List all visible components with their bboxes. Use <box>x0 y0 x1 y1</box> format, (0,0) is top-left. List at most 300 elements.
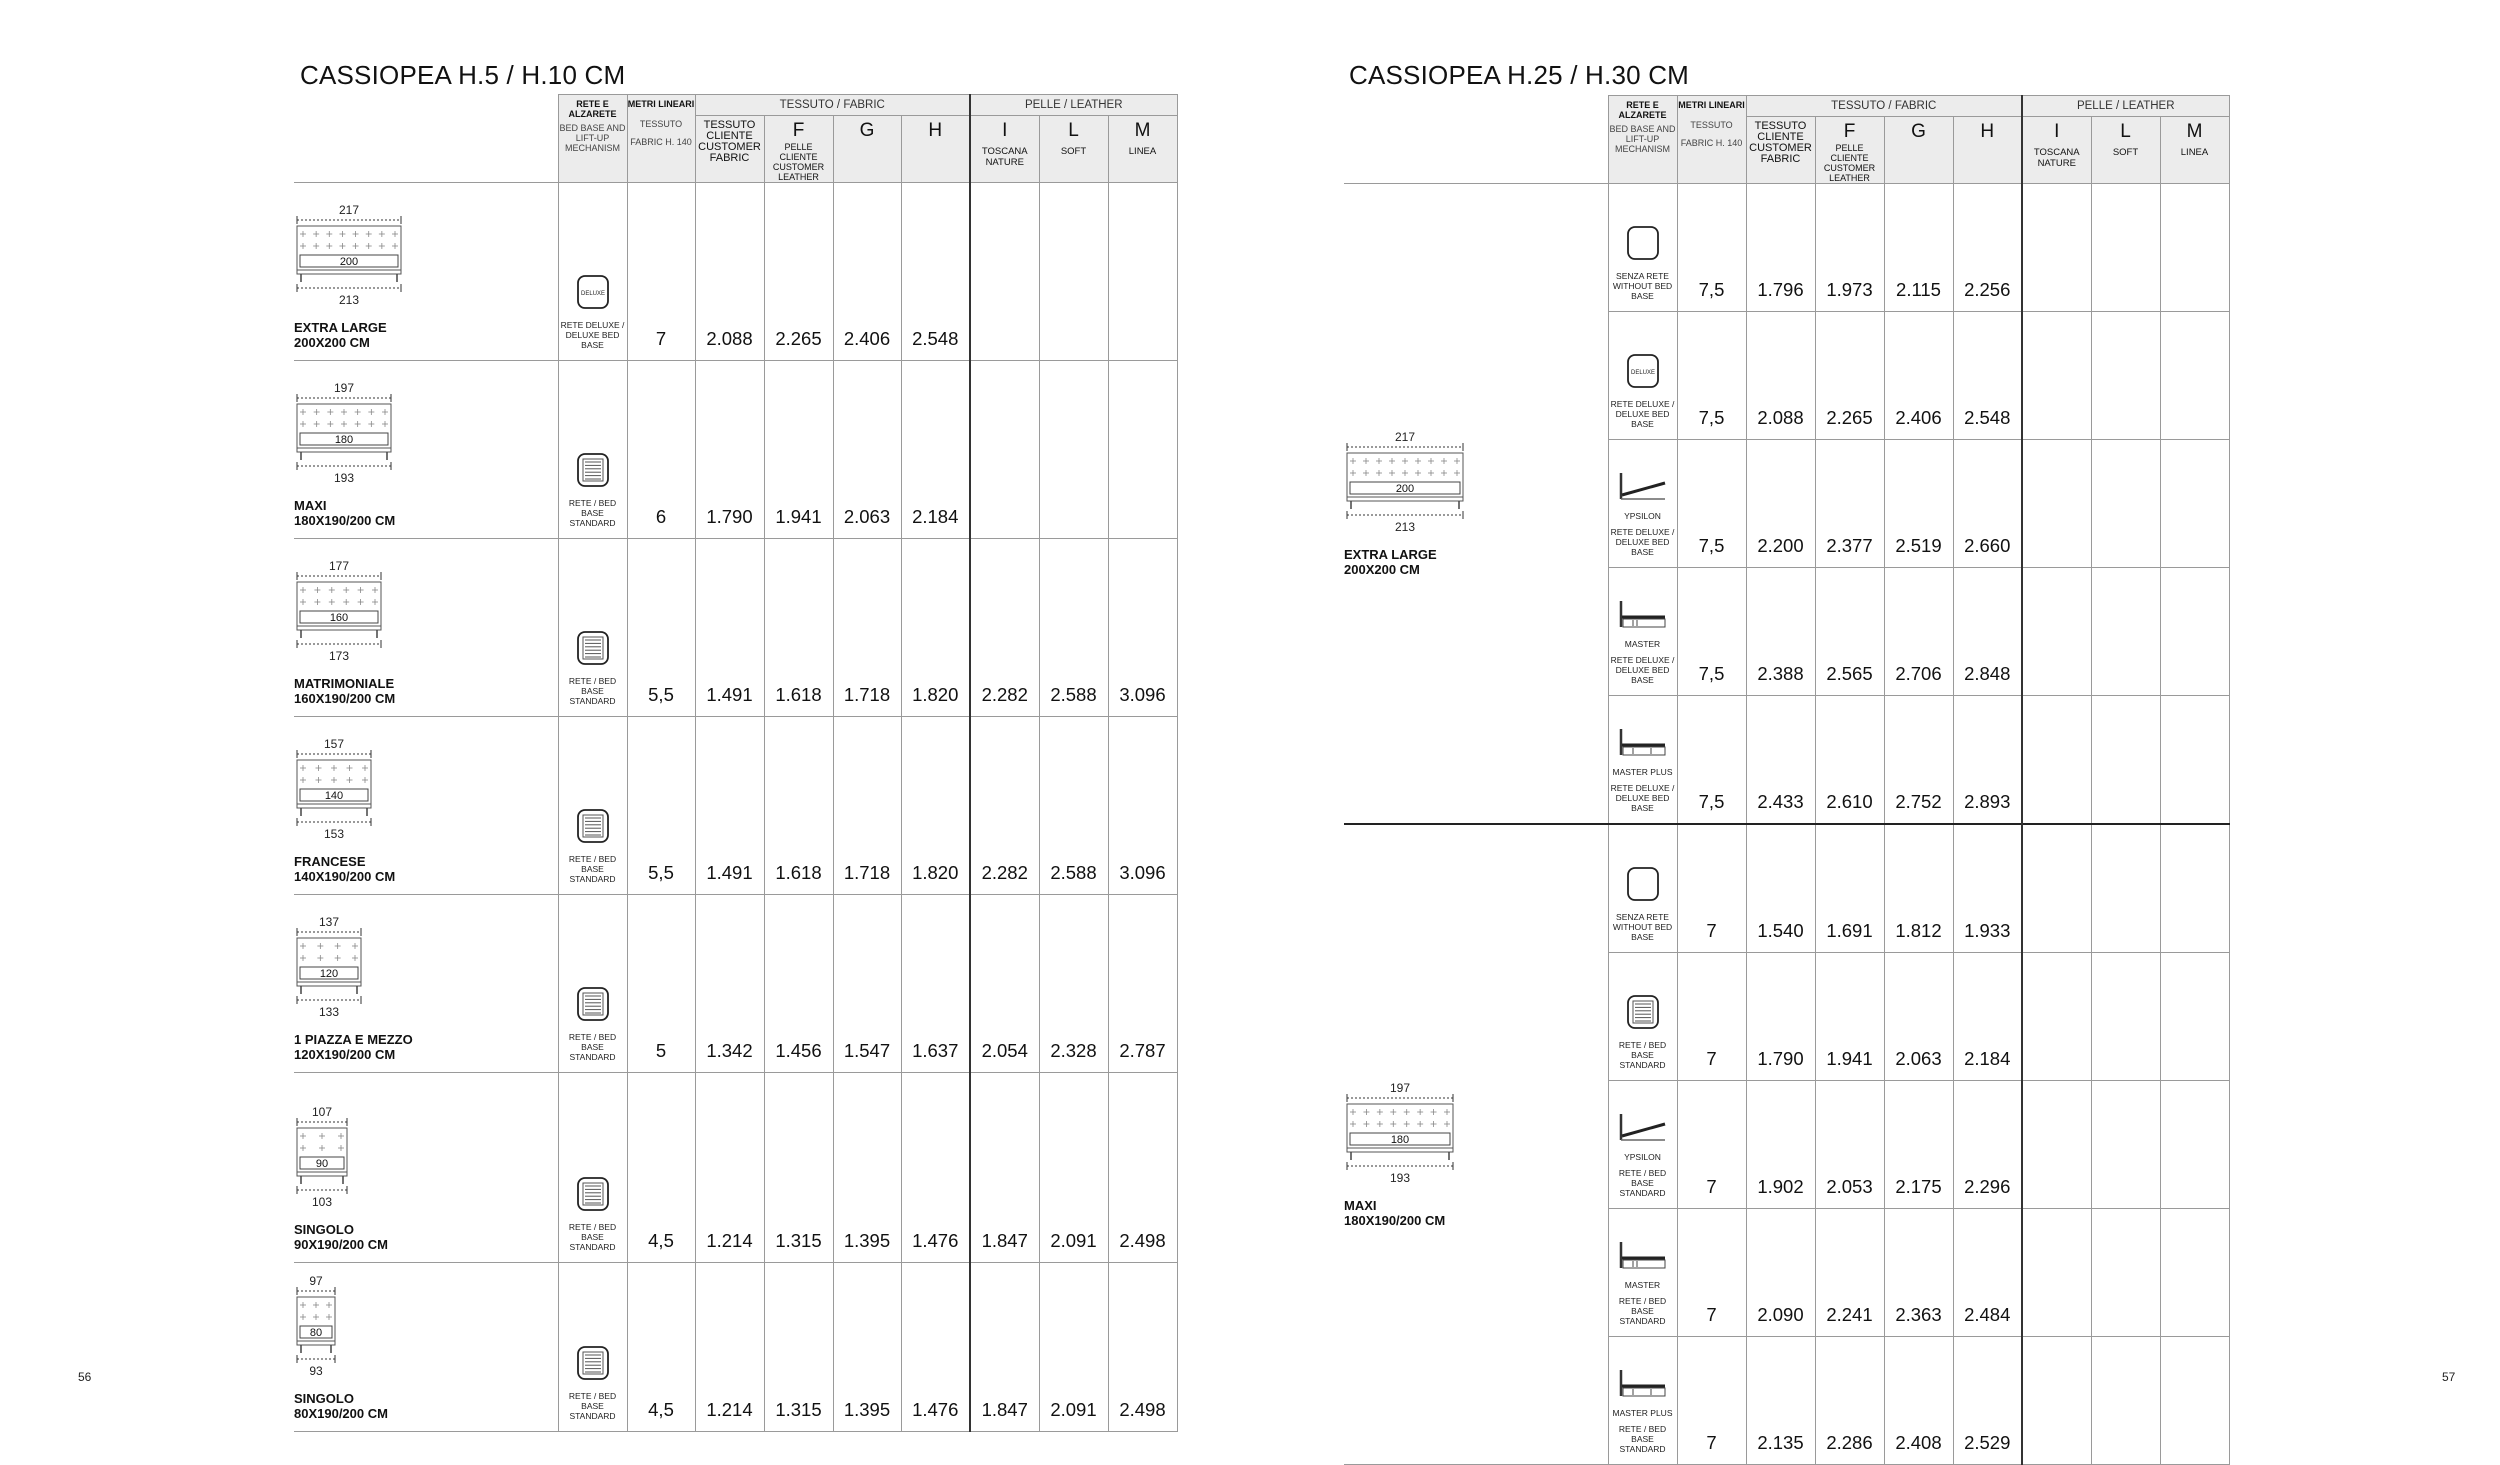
mechanism-label: RETE DELUXE / DELUXE BED BASE <box>1610 399 1675 429</box>
metri-lineari-value: 4,5 <box>648 1399 674 1420</box>
mechanism-title: YPSILON <box>1624 511 1661 521</box>
price-h-value: 1.476 <box>912 1399 959 1420</box>
price-g-value: 1.718 <box>843 684 891 705</box>
header-mechanism <box>558 95 627 183</box>
bed-plan-diagram <box>294 738 374 848</box>
price-f-value: 2.377 <box>1826 535 1873 556</box>
header-metri-bold: METRI LINEARI <box>1678 100 1745 110</box>
price-l <box>1039 717 1108 895</box>
header-cliente <box>1746 117 1815 184</box>
price-f-value: 2.565 <box>1826 663 1873 684</box>
dim-depth-label: 133 <box>318 1005 340 1019</box>
price-h-value: 1.637 <box>912 1040 959 1061</box>
header-cliente <box>695 116 764 183</box>
dim-mattress-label: 80 <box>309 1327 323 1339</box>
page-number-right: 57 <box>2442 1370 2456 1384</box>
price-h <box>1953 568 2022 696</box>
dim-width-label: 197 <box>333 382 355 395</box>
price-h <box>1953 824 2022 953</box>
metri-lineari <box>1677 568 1746 696</box>
price-m-value: 2.787 <box>1119 1040 1166 1061</box>
price-f-value: 1.973 <box>1826 279 1873 300</box>
page-number-left: 56 <box>78 1370 92 1384</box>
mechanism-cell <box>558 361 627 539</box>
price-f <box>1815 824 1884 953</box>
price-m <box>2160 953 2229 1081</box>
mechanism-label: RETE / BED BASE STANDARD <box>1618 1424 1667 1454</box>
product-name: SINGOLO <box>294 1222 354 1237</box>
price-f <box>764 717 833 895</box>
price-m-value: 3.096 <box>1119 684 1166 705</box>
mechanism-label: RETE / BED BASE STANDARD <box>568 1391 617 1421</box>
metri-lineari-value: 7 <box>1706 1304 1717 1325</box>
header-f-sub: PELLE CLIENTE CUSTOMER LEATHER <box>772 142 825 182</box>
mechanism-cell <box>1608 1337 1677 1465</box>
price-h <box>901 539 970 717</box>
deluxe-icon-label: DELUXE <box>1630 370 1655 376</box>
product-cell <box>294 539 558 717</box>
metri-lineari <box>1677 1209 1746 1337</box>
price-g <box>1884 1337 1953 1465</box>
metri-lineari-value: 7,5 <box>1698 535 1725 556</box>
product-cell <box>1344 184 1608 825</box>
product-cell <box>294 717 558 895</box>
header-m-letter: M <box>2186 121 2203 142</box>
dim-depth-label: 193 <box>333 471 355 485</box>
header-i <box>2022 117 2091 184</box>
metri-lineari-value: 5 <box>655 1040 667 1061</box>
price-i <box>2022 696 2091 825</box>
price-cliente <box>1746 312 1815 440</box>
dim-mattress-label: 120 <box>319 968 339 980</box>
price-cliente-value: 2.200 <box>1757 535 1804 556</box>
product-size: 200X200 CM <box>1344 561 1420 577</box>
price-i-value: 2.282 <box>981 684 1028 705</box>
metri-lineari-value: 7,5 <box>1698 791 1725 812</box>
price-cliente-value: 1.214 <box>706 1230 753 1251</box>
price-g-value: 1.395 <box>843 1399 891 1420</box>
metri-lineari <box>1677 1081 1746 1209</box>
price-cliente-value: 2.088 <box>1757 407 1804 428</box>
header-metri-bold: METRI LINEARI <box>627 99 695 109</box>
price-l <box>1039 1263 1108 1432</box>
price-f-value: 2.610 <box>1826 791 1873 812</box>
price-m <box>2160 312 2229 440</box>
price-l <box>1039 1073 1108 1263</box>
price-cliente <box>1746 184 1815 312</box>
price-f-value: 1.691 <box>1826 920 1873 941</box>
header-l <box>2091 117 2160 184</box>
price-f <box>764 183 833 361</box>
price-cliente-value: 2.088 <box>706 328 753 349</box>
price-m <box>2160 1337 2229 1465</box>
price-i <box>970 361 1039 539</box>
price-l <box>2091 312 2160 440</box>
price-i <box>2022 312 2091 440</box>
bed-plan-diagram <box>294 560 384 670</box>
header-metri-sub1: TESSUTO <box>639 119 683 129</box>
price-f-value: 1.315 <box>775 1230 822 1251</box>
header-cliente-label: TESSUTO CLIENTE CUSTOMER FABRIC <box>698 119 761 164</box>
mechanism-title: MASTER PLUS <box>1612 1408 1673 1418</box>
dim-depth-label: 193 <box>1389 1170 1411 1185</box>
header-mechanism <box>1608 96 1677 184</box>
product-name: MAXI <box>294 498 327 513</box>
price-g-value: 2.115 <box>1896 279 1941 300</box>
product-size: 90X190/200 CM <box>294 1237 388 1252</box>
price-cliente <box>1746 953 1815 1081</box>
price-i-value: 1.847 <box>981 1399 1028 1420</box>
price-cliente <box>1746 824 1815 953</box>
header-l-sub: SOFT <box>2112 147 2139 158</box>
price-i-value: 1.847 <box>981 1230 1028 1251</box>
price-i <box>970 717 1039 895</box>
product-cell <box>1344 824 1608 1465</box>
dim-width-label: 217 <box>338 204 360 217</box>
header-pelle-section: PELLE / LEATHER <box>970 95 1177 116</box>
mechanism-label: SENZA RETE WITHOUT BED BASE <box>1612 271 1673 301</box>
mechanism-label: RETE / BED BASE STANDARD <box>1618 1040 1667 1070</box>
metri-lineari <box>1677 953 1746 1081</box>
mechanism-cell <box>1608 568 1677 696</box>
price-h-value: 2.660 <box>1964 535 2011 556</box>
table-row <box>294 361 1177 539</box>
price-m <box>1108 717 1177 895</box>
price-f-value: 1.618 <box>775 862 822 883</box>
price-i <box>2022 568 2091 696</box>
price-h <box>901 895 970 1073</box>
header-mechanism-sub: BED BASE AND LIFT-UP MECHANISM <box>1609 124 1676 154</box>
price-g-value: 2.408 <box>1895 1432 1942 1453</box>
price-m-value: 2.498 <box>1119 1230 1166 1251</box>
master-icon <box>1615 593 1671 633</box>
price-cliente <box>1746 568 1815 696</box>
mechanism-title: MASTER <box>1624 639 1661 649</box>
price-l <box>1039 539 1108 717</box>
mechanism-title: YPSILON <box>1624 1152 1661 1162</box>
price-h <box>1953 1209 2022 1337</box>
header-f-sub: PELLE CLIENTE CUSTOMER LEATHER <box>1823 143 1876 183</box>
product-name: 1 PIAZZA E MEZZO <box>294 1032 413 1047</box>
price-g-value: 2.063 <box>1895 1048 1942 1069</box>
price-g <box>1884 312 1953 440</box>
price-cliente-value: 1.342 <box>706 1040 753 1061</box>
price-cliente-value: 1.491 <box>706 862 753 883</box>
price-g-value: 2.363 <box>1895 1304 1942 1325</box>
bed-plan-diagram <box>1344 1082 1456 1192</box>
product-name: EXTRA LARGE <box>1344 546 1437 562</box>
deluxe-icon <box>1615 353 1671 393</box>
product-cell <box>294 895 558 1073</box>
price-h <box>1953 1081 2022 1209</box>
metri-lineari-value: 7,5 <box>1698 279 1725 300</box>
price-cliente <box>695 895 764 1073</box>
dim-mattress-label: 200 <box>1395 482 1415 495</box>
mechanism-cell <box>1608 440 1677 568</box>
price-i <box>2022 953 2091 1081</box>
price-h-value: 1.476 <box>912 1230 959 1251</box>
price-l <box>2091 1081 2160 1209</box>
price-f <box>1815 184 1884 312</box>
mechanism-label: RETE / BED BASE STANDARD <box>1618 1296 1667 1326</box>
metri-lineari <box>1677 824 1746 953</box>
metri-lineari <box>627 1073 695 1263</box>
dim-width-label: 157 <box>323 738 345 751</box>
price-cliente-value: 1.491 <box>706 684 753 705</box>
header-f-letter: F <box>1843 121 1856 142</box>
price-g <box>833 1263 901 1432</box>
price-cliente-value: 1.540 <box>1757 920 1804 941</box>
price-cliente <box>695 183 764 361</box>
price-g-value: 2.063 <box>843 506 891 527</box>
metri-lineari-value: 6 <box>655 506 667 527</box>
header-m-letter: M <box>1134 120 1151 141</box>
metri-lineari <box>627 1263 695 1432</box>
price-f-value: 2.265 <box>775 328 822 349</box>
ypsilon-icon <box>1615 465 1671 505</box>
price-m <box>2160 440 2229 568</box>
metri-lineari-value: 7 <box>655 328 667 349</box>
product-name: MAXI <box>1344 1197 1377 1213</box>
dim-width-label: 137 <box>318 916 340 929</box>
metri-lineari-value: 7 <box>1706 1176 1717 1197</box>
header-tessuto-section: TESSUTO / FABRIC <box>695 95 970 116</box>
mechanism-cell <box>558 183 627 361</box>
product-size: 160X190/200 CM <box>294 691 396 706</box>
bed-plan-diagram <box>1344 431 1466 541</box>
header-i <box>970 116 1039 183</box>
price-m <box>2160 1081 2229 1209</box>
metri-lineari-value: 7 <box>1706 920 1717 941</box>
price-g <box>833 539 901 717</box>
product-size: 140X190/200 CM <box>294 869 396 884</box>
price-l <box>1039 361 1108 539</box>
price-i <box>2022 1081 2091 1209</box>
price-f-value: 1.941 <box>1826 1048 1873 1069</box>
product-cell <box>294 183 558 361</box>
deluxe-icon <box>565 274 621 314</box>
price-h-value: 1.820 <box>912 684 959 705</box>
product-cell <box>294 1263 558 1432</box>
mechanism-label: SENZA RETE WITHOUT BED BASE <box>1612 912 1673 942</box>
table-row <box>294 1073 1177 1263</box>
price-m <box>1108 183 1177 361</box>
dim-depth-label: 213 <box>1394 519 1416 534</box>
dim-depth-label: 93 <box>309 1364 323 1378</box>
mechanism-cell <box>1608 953 1677 1081</box>
price-f <box>1815 1081 1884 1209</box>
mechanism-label: RETE DELUXE / DELUXE BED BASE <box>1610 655 1675 685</box>
price-cliente-value: 1.790 <box>1757 1048 1804 1069</box>
price-i <box>2022 184 2091 312</box>
price-g-value: 1.812 <box>1895 920 1942 941</box>
price-h-value: 2.184 <box>912 506 959 527</box>
price-h-value: 2.256 <box>1964 279 2011 300</box>
header-m-sub: LINEA <box>2180 147 2209 158</box>
dim-depth-label: 213 <box>338 293 360 307</box>
price-m <box>2160 1209 2229 1337</box>
price-cliente <box>1746 1081 1815 1209</box>
price-g-value: 1.718 <box>843 862 891 883</box>
header-g-letter: G <box>859 120 875 141</box>
price-h-value: 2.296 <box>1964 1176 2011 1197</box>
dim-depth-label: 103 <box>311 1195 333 1209</box>
price-i <box>970 539 1039 717</box>
price-f <box>1815 568 1884 696</box>
price-cliente <box>1746 440 1815 568</box>
header-metri <box>627 95 695 183</box>
header-g <box>1884 117 1953 184</box>
price-f <box>764 539 833 717</box>
price-l-value: 2.588 <box>1050 862 1097 883</box>
price-h <box>1953 440 2022 568</box>
mechanism-cell <box>558 1263 627 1432</box>
page-title-right: CASSIOPEA H.25 / H.30 CM <box>1349 60 1690 90</box>
price-cliente <box>1746 1337 1815 1465</box>
product-size: 80X190/200 CM <box>294 1406 388 1421</box>
price-l <box>2091 1337 2160 1465</box>
table-row <box>294 183 1177 361</box>
price-table-left <box>294 94 1178 1432</box>
dim-mattress-label: 160 <box>329 612 349 624</box>
price-g <box>833 895 901 1073</box>
mechanism-label: RETE DELUXE / DELUXE BED BASE <box>1610 527 1675 557</box>
metri-lineari <box>627 717 695 895</box>
mechanism-title: MASTER <box>1624 1280 1661 1290</box>
bed-plan-diagram <box>294 1275 338 1385</box>
header-l <box>1039 116 1108 183</box>
table-row <box>294 717 1177 895</box>
standard-base-icon <box>1615 994 1671 1034</box>
bed-plan-diagram <box>294 204 404 314</box>
product-name: MATRIMONIALE <box>294 676 395 691</box>
price-g <box>1884 1081 1953 1209</box>
metri-lineari <box>627 539 695 717</box>
price-m <box>1108 361 1177 539</box>
header-l-sub: SOFT <box>1060 146 1087 157</box>
mechanism-cell <box>558 539 627 717</box>
price-i-value: 2.282 <box>981 862 1028 883</box>
price-f-value: 1.941 <box>775 506 822 527</box>
mechanism-label: RETE / BED BASE STANDARD <box>568 498 617 528</box>
price-h <box>1953 1337 2022 1465</box>
standard-base-icon <box>565 1345 621 1385</box>
price-cliente <box>1746 1209 1815 1337</box>
product-size: 180X190/200 CM <box>294 513 396 528</box>
price-f <box>1815 1337 1884 1465</box>
product-block <box>1344 421 1608 577</box>
dim-depth-label: 173 <box>328 649 350 663</box>
price-l <box>2091 1209 2160 1337</box>
metri-lineari-value: 4,5 <box>648 1230 674 1251</box>
price-cliente-value: 1.902 <box>1757 1176 1804 1197</box>
price-i <box>970 183 1039 361</box>
ypsilon-icon <box>1615 1106 1671 1146</box>
metri-lineari-value: 5,5 <box>648 684 674 705</box>
header-f-letter: F <box>792 120 805 141</box>
mechanism-title: MASTER PLUS <box>1612 767 1673 777</box>
price-h <box>901 361 970 539</box>
product-name: FRANCESE <box>294 854 366 869</box>
price-g <box>833 1073 901 1263</box>
header-m <box>1108 116 1177 183</box>
header-h <box>901 116 970 183</box>
header-g <box>833 116 901 183</box>
price-g-value: 2.175 <box>1895 1176 1942 1197</box>
price-cliente <box>695 361 764 539</box>
metri-lineari <box>1677 696 1746 825</box>
price-l-value: 2.091 <box>1050 1230 1097 1251</box>
price-h <box>901 717 970 895</box>
metri-lineari <box>1677 312 1746 440</box>
price-h <box>901 1073 970 1263</box>
header-h-letter: H <box>928 120 943 141</box>
price-g <box>833 717 901 895</box>
mechanism-label: RETE / BED BASE STANDARD <box>568 854 617 884</box>
no-base-icon <box>1615 225 1671 265</box>
header-i-letter: I <box>2054 121 2060 142</box>
price-m <box>2160 184 2229 312</box>
price-h-value: 2.848 <box>1964 663 2011 684</box>
price-h-value: 1.933 <box>1964 920 2011 941</box>
price-g <box>1884 440 1953 568</box>
price-cliente-value: 2.433 <box>1757 791 1804 812</box>
price-g-value: 2.706 <box>1895 663 1942 684</box>
price-h-value: 2.184 <box>1964 1048 2011 1069</box>
product-cell <box>294 1073 558 1263</box>
dim-mattress-label: 200 <box>339 256 359 268</box>
price-h <box>1953 184 2022 312</box>
price-f-value: 2.265 <box>1826 407 1873 428</box>
price-g-value: 1.547 <box>843 1040 891 1061</box>
header-tessuto-section: TESSUTO / FABRIC <box>1746 96 2022 117</box>
header-cliente-label: TESSUTO CLIENTE CUSTOMER FABRIC <box>1749 120 1812 165</box>
dim-width-label: 217 <box>1394 430 1416 444</box>
dim-mattress-label: 180 <box>1390 1133 1410 1146</box>
price-g-value: 2.752 <box>1895 791 1942 812</box>
table-row <box>294 539 1177 717</box>
price-i <box>2022 1209 2091 1337</box>
price-f <box>764 1073 833 1263</box>
price-cliente-value: 2.135 <box>1757 1432 1804 1453</box>
header-mechanism-bold: RETE E ALZARETE <box>1618 100 1667 120</box>
price-l-value: 2.588 <box>1050 684 1097 705</box>
price-cliente <box>695 717 764 895</box>
price-l <box>2091 953 2160 1081</box>
price-l <box>1039 895 1108 1073</box>
product-size: 120X190/200 CM <box>294 1047 396 1062</box>
price-h-value: 1.820 <box>912 862 959 883</box>
standard-base-icon <box>565 986 621 1026</box>
dim-mattress-label: 90 <box>315 1158 329 1170</box>
price-f <box>1815 1209 1884 1337</box>
dim-mattress-label: 140 <box>324 790 344 802</box>
product-name: SINGOLO <box>294 1391 354 1406</box>
price-g <box>1884 568 1953 696</box>
price-i <box>970 1073 1039 1263</box>
price-i <box>970 895 1039 1073</box>
product-name: EXTRA LARGE <box>294 320 387 335</box>
price-f-value: 1.618 <box>775 684 822 705</box>
price-m <box>1108 539 1177 717</box>
table-row <box>294 895 1177 1073</box>
price-h-value: 2.529 <box>1964 1432 2011 1453</box>
mechanism-label: RETE / BED BASE STANDARD <box>568 1222 617 1252</box>
metri-lineari <box>1677 440 1746 568</box>
metri-lineari <box>1677 1337 1746 1465</box>
metri-lineari-value: 7 <box>1706 1048 1717 1069</box>
bed-plan-diagram <box>294 1106 350 1216</box>
